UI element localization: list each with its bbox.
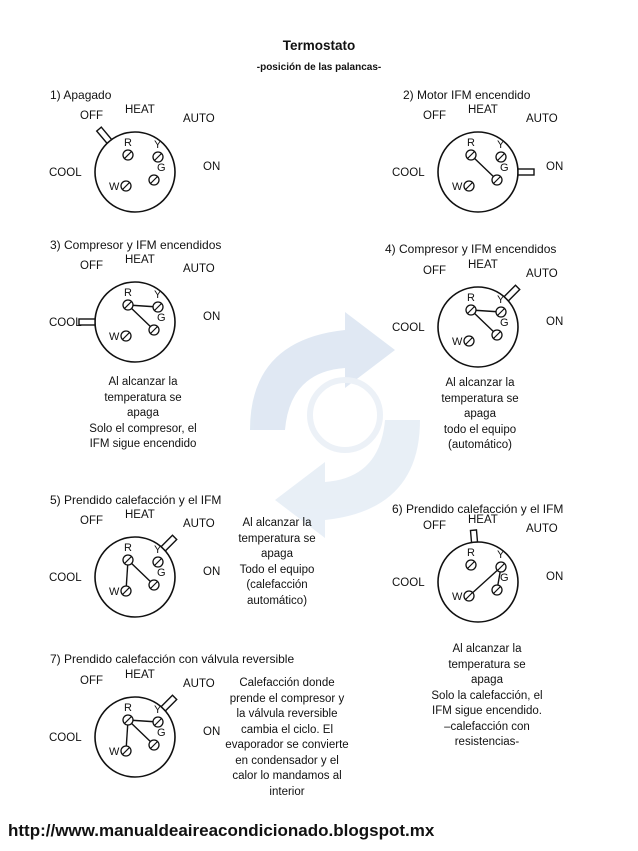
thermostat-dial-2 xyxy=(392,104,563,212)
label-cool: COOL xyxy=(49,317,82,329)
thermostat-dial-7 xyxy=(49,669,220,777)
panel-6-title: 6) Prendido calefacción y el IFM xyxy=(392,502,564,516)
terminal-r-label: R xyxy=(124,702,132,714)
label-heat: HEAT xyxy=(125,254,155,266)
label-cool: COOL xyxy=(49,732,82,744)
terminal-r-label: R xyxy=(467,292,475,304)
label-off: OFF xyxy=(80,260,103,272)
terminal-g-label: G xyxy=(500,317,509,329)
terminal-y-label: Y xyxy=(154,704,162,716)
terminal-r-label: R xyxy=(124,137,132,149)
terminal-g-label: G xyxy=(157,162,166,174)
panel-6-note: Al alcanzar la temperatura se apaga Solo la calefacción, el IFM sigue encendido. –calefacción con resistencias- xyxy=(431,643,543,748)
label-cool: COOL xyxy=(392,167,425,179)
panel-3-note: Al alcanzar la temperatura se apaga Solo el compresor, el IFM sigue encendido xyxy=(89,376,197,450)
label-off: OFF xyxy=(80,515,103,527)
label-off: OFF xyxy=(423,520,446,532)
thermostat-dial-5 xyxy=(49,509,220,617)
panel-3-title: 3) Compresor y IFM encendidos xyxy=(50,238,222,252)
thermostat-dial-4 xyxy=(392,259,563,367)
panel-4-title: 4) Compresor y IFM encendidos xyxy=(385,242,557,256)
terminal-w-label: W xyxy=(109,181,120,193)
thermostat-dial-6 xyxy=(392,514,563,622)
panel-7-note: Calefacción donde prende el compresor y la válvula reversible cambia el ciclo. El evaporador se convierte en condensador y el calor lo mandamos al interior xyxy=(225,677,349,798)
label-heat: HEAT xyxy=(468,259,498,271)
label-off: OFF xyxy=(423,110,446,122)
label-on: ON xyxy=(203,566,221,578)
label-heat: HEAT xyxy=(125,669,155,681)
page-subtitle: -posición de las palancas- xyxy=(256,62,382,73)
lever-off[interactable] xyxy=(97,127,112,143)
terminal-y-label: Y xyxy=(497,139,505,151)
lever-auto[interactable] xyxy=(161,695,177,711)
label-auto: AUTO xyxy=(526,523,558,535)
terminal-g-label: G xyxy=(500,162,509,174)
label-on: ON xyxy=(546,161,564,173)
terminal-w-label: W xyxy=(109,746,120,758)
thermostat-dial-1 xyxy=(49,104,220,212)
terminal-w-label: W xyxy=(109,331,120,343)
label-off: OFF xyxy=(80,675,103,687)
terminal-y-label: Y xyxy=(154,139,162,151)
panel-2-title: 2) Motor IFM encendido xyxy=(403,88,531,102)
label-cool: COOL xyxy=(49,572,82,584)
label-heat: HEAT xyxy=(468,514,498,526)
panel-5-note: Al alcanzar la temperatura se apaga Todo el equipo (calefacción automático) xyxy=(238,517,316,607)
terminal-w-label: W xyxy=(452,336,463,348)
lever-heat[interactable] xyxy=(470,530,477,542)
label-heat: HEAT xyxy=(125,509,155,521)
label-on: ON xyxy=(546,316,564,328)
terminal-r-label: R xyxy=(467,137,475,149)
label-on: ON xyxy=(203,726,221,738)
label-cool: COOL xyxy=(392,322,425,334)
terminal-y-label: Y xyxy=(154,544,162,556)
terminal-g-label: G xyxy=(157,567,166,579)
label-cool: COOL xyxy=(392,577,425,589)
terminal-g-label: G xyxy=(157,312,166,324)
label-on: ON xyxy=(546,571,564,583)
terminal-r-label: R xyxy=(467,547,475,559)
panel-5-title: 5) Prendido calefacción y el IFM xyxy=(50,493,222,507)
label-auto: AUTO xyxy=(526,268,558,280)
panel-4-note: Al alcanzar la temperatura se apaga todo el equipo (automático) xyxy=(441,377,519,451)
label-cool: COOL xyxy=(49,167,82,179)
label-heat: HEAT xyxy=(125,104,155,116)
terminal-r-label: R xyxy=(124,287,132,299)
terminal-r-label: R xyxy=(124,542,132,554)
label-auto: AUTO xyxy=(183,518,215,530)
label-off: OFF xyxy=(80,110,103,122)
thermostat-dial-3 xyxy=(49,254,220,362)
terminal-y-label: Y xyxy=(154,289,162,301)
terminal-g-label: G xyxy=(500,572,509,584)
panel-7-title: 7) Prendido calefacción con válvula reversible xyxy=(50,652,295,666)
label-auto: AUTO xyxy=(183,678,215,690)
panel-1-title: 1) Apagado xyxy=(50,88,112,102)
label-auto: AUTO xyxy=(526,113,558,125)
label-heat: HEAT xyxy=(468,104,498,116)
label-auto: AUTO xyxy=(183,113,215,125)
terminal-w-label: W xyxy=(452,591,463,603)
page-title: Termostato xyxy=(282,38,356,53)
label-auto: AUTO xyxy=(183,263,215,275)
terminal-y-label: Y xyxy=(497,294,505,306)
terminal-y-label: Y xyxy=(497,549,505,561)
lever-auto[interactable] xyxy=(161,535,177,551)
label-on: ON xyxy=(203,311,221,323)
lever-auto[interactable] xyxy=(504,285,520,301)
label-on: ON xyxy=(203,161,221,173)
terminal-w-label: W xyxy=(109,586,120,598)
lever-on[interactable] xyxy=(518,169,534,175)
footer-url[interactable]: http://www.manualdeaireacondicionado.blogspot.mx xyxy=(8,821,435,840)
terminal-w-label: W xyxy=(452,181,463,193)
terminal-g-label: G xyxy=(157,727,166,739)
label-off: OFF xyxy=(423,265,446,277)
